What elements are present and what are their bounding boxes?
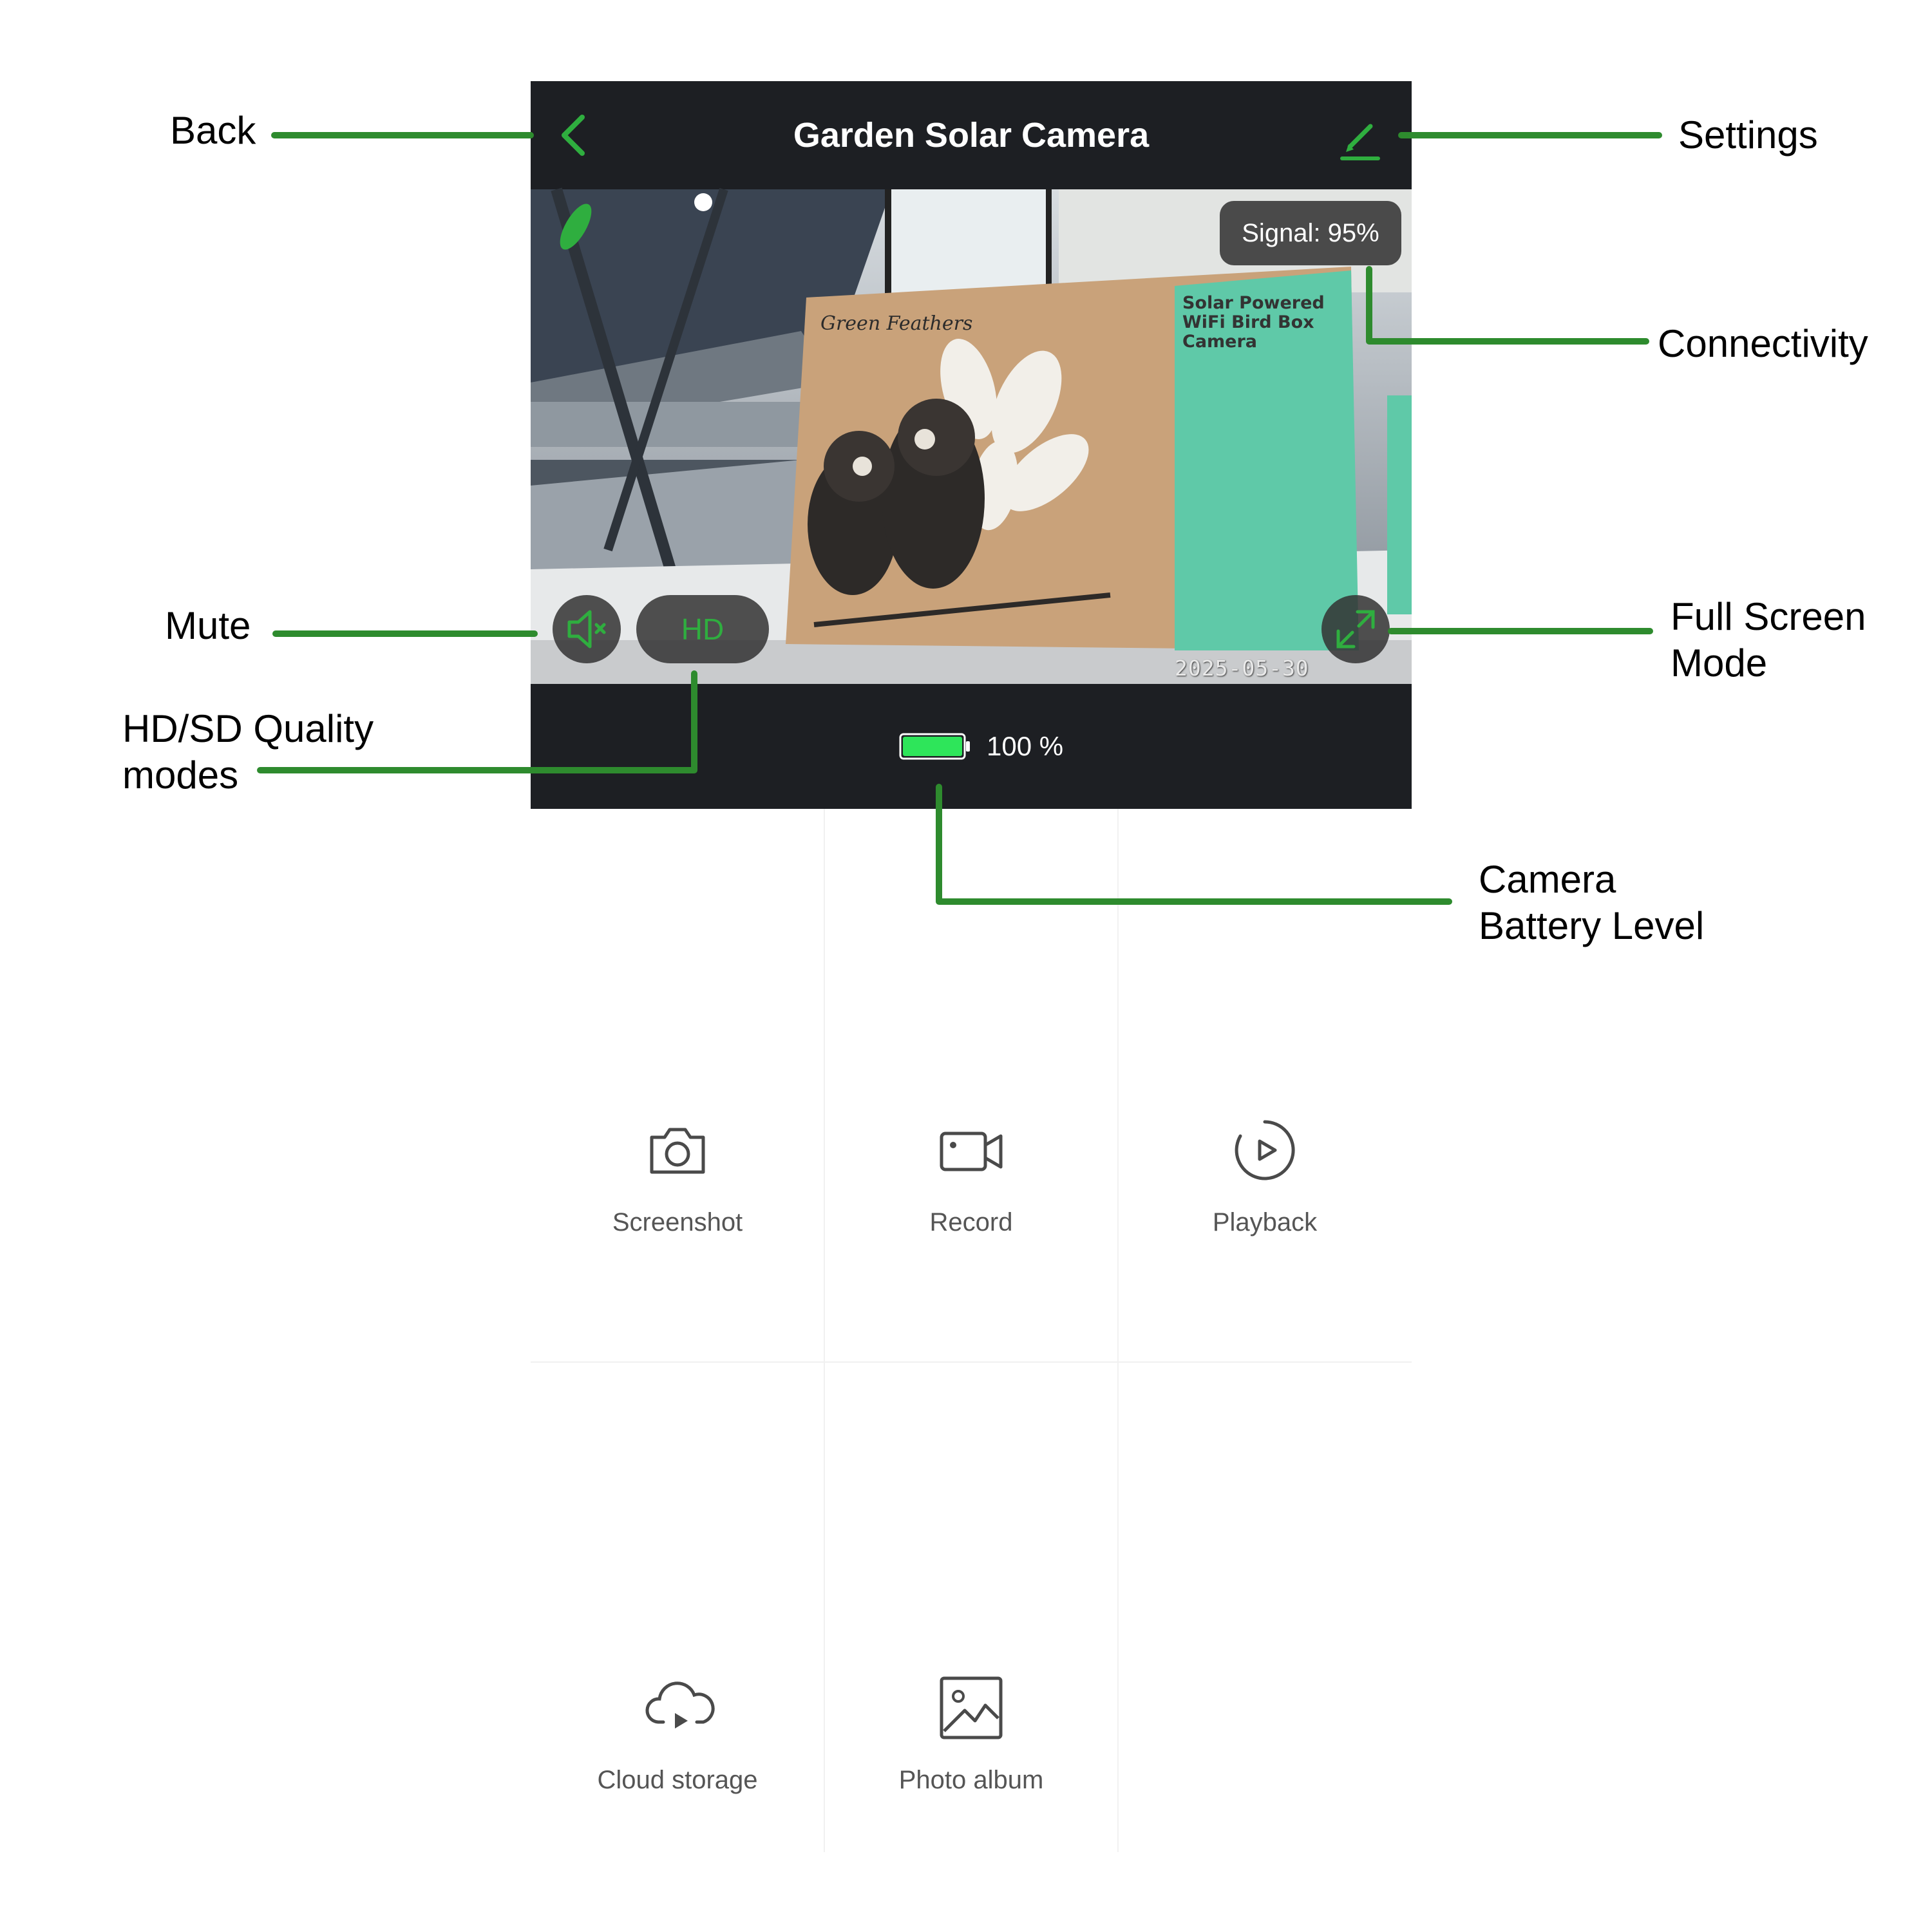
quality-toggle-button[interactable]: HD <box>636 595 769 663</box>
chevron-left-icon <box>549 109 600 161</box>
cloud-storage-button[interactable] <box>531 1676 824 1817</box>
fullscreen-button[interactable] <box>1321 595 1390 663</box>
feed-timestamp: 2025-05-30 <box>1175 656 1309 681</box>
back-button[interactable] <box>549 109 600 161</box>
settings-button[interactable] <box>1338 118 1383 164</box>
photo-album-button[interactable] <box>824 1676 1118 1817</box>
battery-percentage: 100 % <box>987 731 1064 761</box>
action-label: Playback <box>1212 1208 1318 1236</box>
action-grid <box>531 809 1412 1852</box>
top-bar <box>531 81 1412 189</box>
box-title-line: Solar Powered <box>1182 293 1325 313</box>
video-camera-icon <box>939 1118 1003 1182</box>
box-title-line: Camera <box>1182 332 1258 352</box>
action-label: Screenshot <box>612 1208 743 1236</box>
annotation-back: Back <box>170 109 256 152</box>
grid-divider <box>531 1361 1412 1363</box>
box-title-line: WiFi Bird Box <box>1182 312 1314 332</box>
playback-icon <box>1233 1118 1297 1182</box>
image-icon <box>939 1676 1003 1740</box>
battery-fill <box>903 737 962 756</box>
playback-button[interactable] <box>1118 1118 1412 1260</box>
camera-icon <box>645 1118 710 1182</box>
record-button[interactable] <box>824 1118 1118 1260</box>
signal-strength-indicator: Signal: 95% <box>1220 201 1401 265</box>
battery-icon <box>899 733 971 760</box>
screenshot-button[interactable] <box>531 1118 824 1260</box>
annotation-connectivity: Connectivity <box>1658 322 1868 365</box>
battery-status-bar <box>531 684 1412 809</box>
annotation-battery-line2: Battery Level <box>1479 904 1705 947</box>
annotation-fullscreen-line2: Mode <box>1671 641 1768 685</box>
cloud-play-icon <box>645 1676 716 1740</box>
action-label: Photo album <box>898 1766 1044 1794</box>
pencil-icon <box>1338 118 1383 164</box>
annotation-settings: Settings <box>1678 113 1818 156</box>
action-label: Cloud storage <box>597 1766 758 1794</box>
speaker-mute-icon <box>553 595 621 663</box>
annotation-mute: Mute <box>165 604 251 647</box>
mute-button[interactable] <box>553 595 621 663</box>
annotation-quality-line1: HD/SD Quality <box>122 707 374 750</box>
box-logo-text: Green Feathers <box>820 312 973 335</box>
action-label: Record <box>929 1208 1013 1236</box>
annotation-battery-line1: Camera <box>1479 858 1616 901</box>
page-title: Garden Solar Camera <box>793 116 1150 155</box>
annotation-fullscreen-line1: Full Screen <box>1671 595 1866 638</box>
camera-app-screen <box>531 81 1412 1852</box>
expand-icon <box>1321 595 1390 663</box>
annotation-quality-line2: modes <box>122 753 239 797</box>
live-camera-feed[interactable] <box>531 189 1412 684</box>
